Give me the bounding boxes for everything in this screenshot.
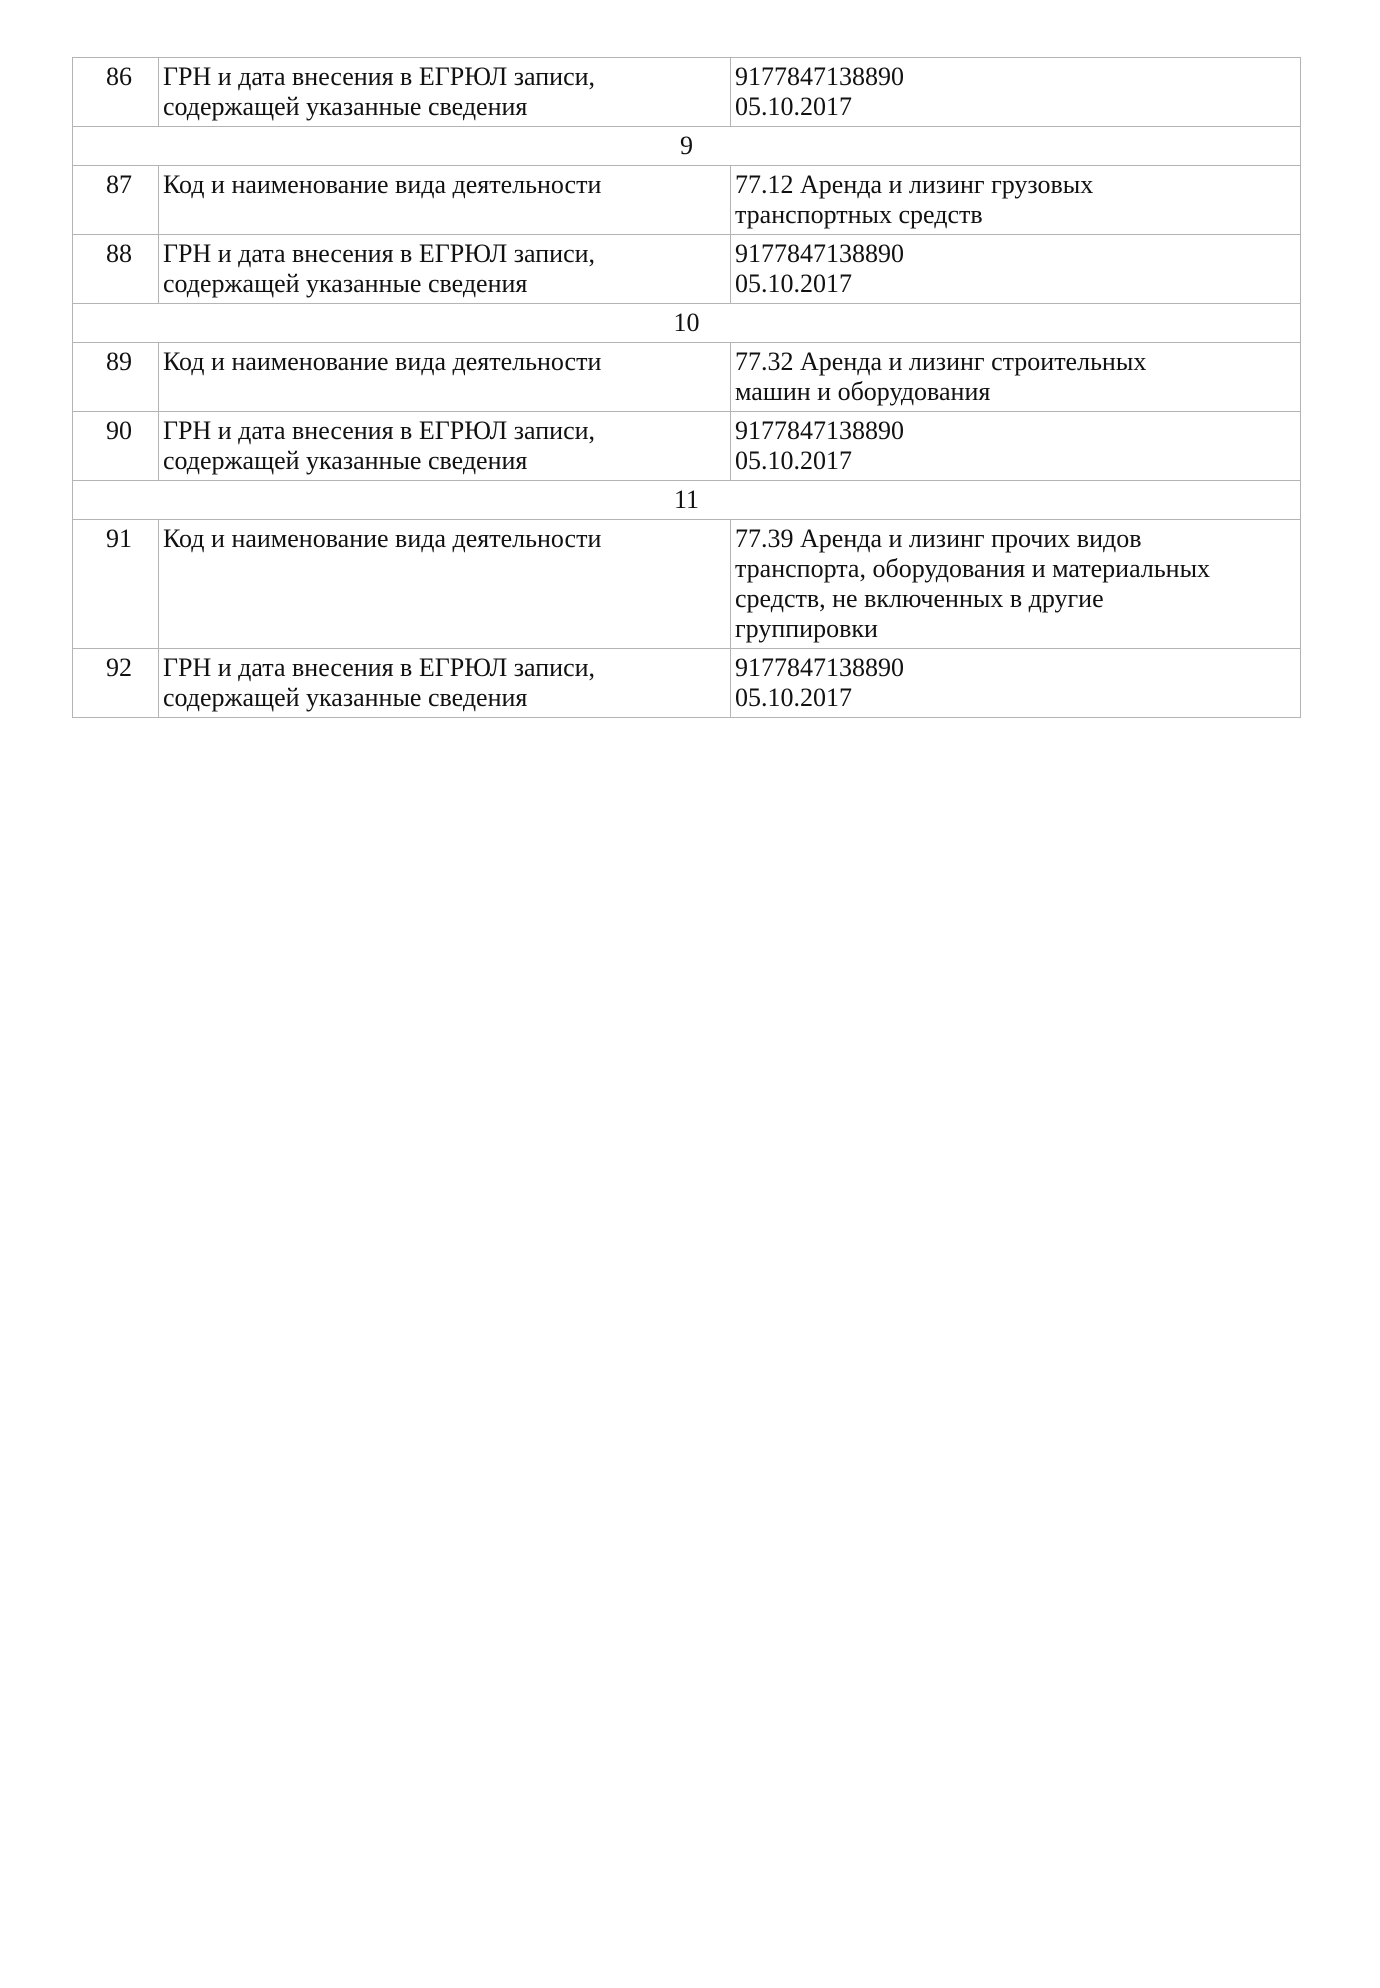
section-title: 10 — [73, 304, 1301, 343]
row-value: 9177847138890 05.10.2017 — [731, 649, 1301, 718]
row-label: Код и наименование вида деятельности — [159, 343, 731, 412]
table-row — [73, 58, 1301, 127]
row-value: 77.12 Аренда и лизинг грузовых транспортных средств — [731, 166, 1301, 235]
section-row — [73, 127, 1301, 166]
row-number: 87 — [73, 166, 159, 235]
section-title: 11 — [73, 481, 1301, 520]
row-label: ГРН и дата внесения в ЕГРЮЛ записи, содержащей указанные сведения — [159, 649, 731, 718]
row-number: 86 — [73, 58, 159, 127]
row-label: ГРН и дата внесения в ЕГРЮЛ записи, содержащей указанные сведения — [159, 412, 731, 481]
section-row — [73, 304, 1301, 343]
egrul-extract-table — [72, 57, 1301, 718]
table-row — [73, 412, 1301, 481]
row-number: 90 — [73, 412, 159, 481]
table-row — [73, 343, 1301, 412]
row-number: 91 — [73, 520, 159, 649]
row-label: ГРН и дата внесения в ЕГРЮЛ записи, содержащей указанные сведения — [159, 235, 731, 304]
row-number: 88 — [73, 235, 159, 304]
row-label: ГРН и дата внесения в ЕГРЮЛ записи, содержащей указанные сведения — [159, 58, 731, 127]
section-row — [73, 481, 1301, 520]
table-row — [73, 235, 1301, 304]
row-label: Код и наименование вида деятельности — [159, 520, 731, 649]
row-value: 77.32 Аренда и лизинг строительных машин и оборудования — [731, 343, 1301, 412]
row-value: 9177847138890 05.10.2017 — [731, 58, 1301, 127]
row-number: 92 — [73, 649, 159, 718]
row-label: Код и наименование вида деятельности — [159, 166, 731, 235]
row-value: 77.39 Аренда и лизинг прочих видов транспорта, оборудования и материальных средств, не включенных в другие группировки — [731, 520, 1301, 649]
table-row — [73, 166, 1301, 235]
row-number: 89 — [73, 343, 159, 412]
table-row — [73, 649, 1301, 718]
table-row — [73, 520, 1301, 649]
row-value: 9177847138890 05.10.2017 — [731, 235, 1301, 304]
row-value: 9177847138890 05.10.2017 — [731, 412, 1301, 481]
section-title: 9 — [73, 127, 1301, 166]
